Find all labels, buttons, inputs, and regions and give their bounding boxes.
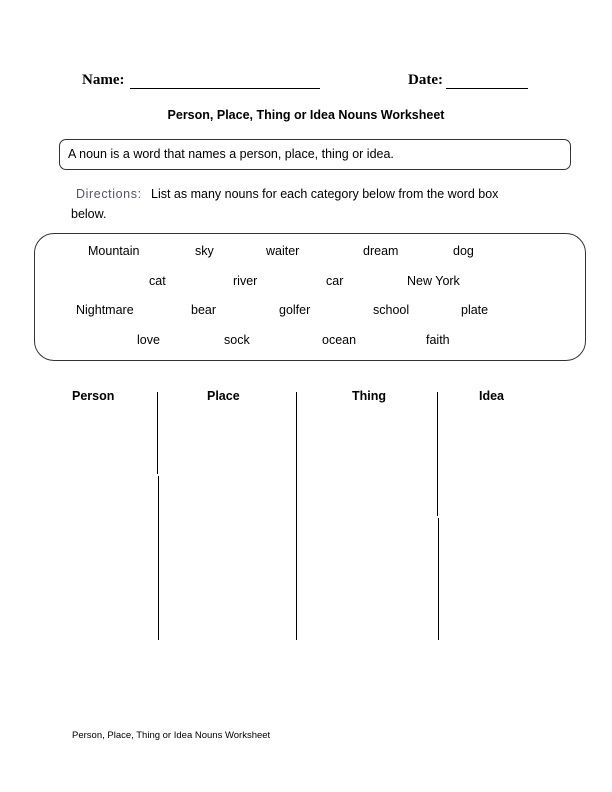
column-header-person: Person	[72, 389, 115, 403]
word-item: sock	[224, 333, 250, 347]
word-item: waiter	[266, 244, 300, 258]
word-item: bear	[191, 303, 217, 317]
date-label: Date:	[408, 72, 443, 88]
column-header-idea: Idea	[479, 389, 505, 403]
word-item: sky	[195, 244, 214, 258]
word-item: river	[233, 274, 258, 288]
column-divider	[296, 392, 297, 640]
word-item: faith	[426, 333, 450, 347]
word-item: New York	[407, 274, 460, 288]
word-item: dream	[363, 244, 399, 258]
word-item: love	[137, 333, 160, 347]
column-divider	[158, 476, 159, 640]
worksheet-title: Person, Place, Thing or Idea Nouns Worksheet	[167, 108, 445, 122]
column-header-place: Place	[207, 389, 240, 403]
word-item: golfer	[279, 303, 311, 317]
footer-text: Person, Place, Thing or Idea Nouns Worksheet	[72, 730, 271, 741]
word-item: cat	[149, 274, 166, 288]
column-divider	[437, 392, 438, 516]
word-item: Mountain	[88, 244, 140, 258]
word-item: school	[373, 303, 410, 317]
column-divider	[157, 392, 158, 474]
date-blank-line[interactable]	[446, 88, 528, 89]
directions-text-line2: below.	[71, 207, 107, 221]
column-divider	[438, 518, 439, 640]
word-item: plate	[461, 303, 489, 317]
directions-text-line1: List as many nouns for each category below from the word box	[151, 187, 499, 201]
definition-text: A noun is a word that names a person, place, thing or idea.	[68, 147, 394, 161]
directions-label: Directions:	[76, 187, 142, 201]
word-item: dog	[453, 244, 474, 258]
name-label: Name:	[82, 72, 125, 88]
word-item: car	[326, 274, 344, 288]
word-item: ocean	[322, 333, 357, 347]
column-header-thing: Thing	[352, 389, 387, 403]
word-item: Nightmare	[76, 303, 134, 317]
name-blank-line[interactable]	[130, 88, 320, 89]
